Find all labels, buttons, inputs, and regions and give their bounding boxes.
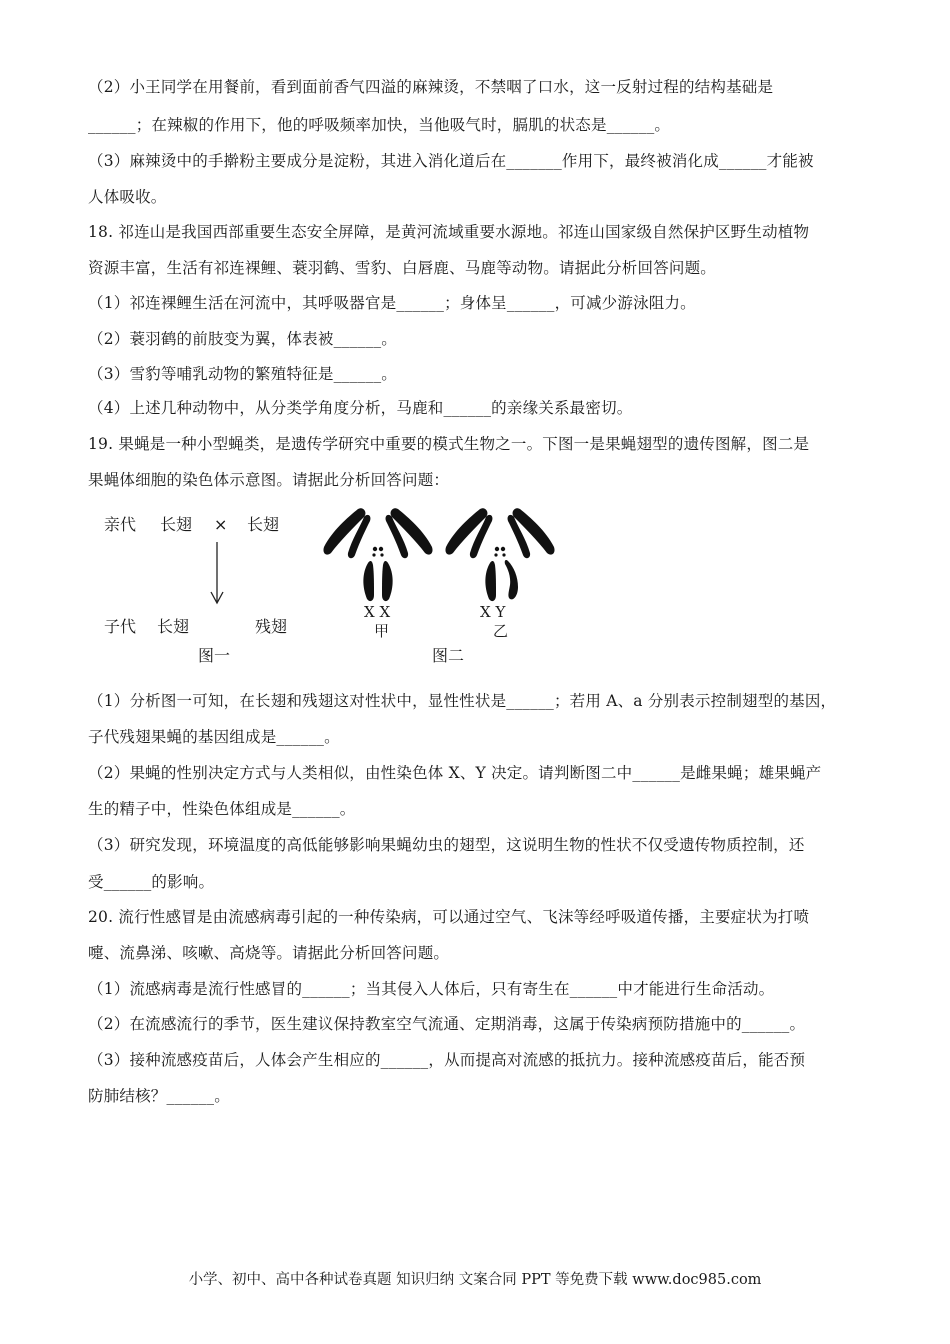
fig2-chromosomes-jia — [318, 503, 438, 603]
q20-stem-line2: 嚏、流鼻涕、咳嗽、高烧等。请据此分析回答问题。 — [88, 944, 450, 962]
q18-3: （3）雪豹等哺乳动物的繁殖特征是______。 — [88, 365, 397, 383]
fig1-down-arrow — [207, 540, 227, 606]
q19-3-line2: 受______的影响。 — [88, 873, 215, 891]
q17-2-line1: （2）小王同学在用餐前，看到面前香气四溢的麻辣烫，不禁咽了口水，这一反射过程的结构基础是 — [88, 78, 774, 96]
fig1-cross-symbol: × — [214, 515, 228, 534]
fig1-offspring-left: 长翅 — [157, 617, 190, 636]
q20-3-line1: （3）接种流感疫苗后，人体会产生相应的______，从而提高对流感的抵抗力。接种流感疫苗后，能否预 — [88, 1051, 806, 1069]
fig1-parent-label: 亲代 — [104, 515, 137, 534]
q19-2-line2: 生的精子中，性染色体组成是______。 — [88, 800, 356, 818]
page-footer: 小学、初中、高中各种试卷真题 知识归纳 文案合同 PPT 等免费下载 www.doc985.com — [188, 1272, 762, 1288]
q19-3-line1: （3）研究发现，环境温度的高低能够影响果蝇幼虫的翅型，这说明生物的性状不仅受遗传物质控制，还 — [88, 836, 805, 854]
q19-1-line2: 子代残翅果蝇的基因组成是______。 — [88, 728, 340, 746]
q17-3-line2: 人体吸收。 — [88, 188, 167, 206]
q19-stem-line1: 19. 果蝇是一种小型蝇类，是遗传学研究中重要的模式生物之一。下图一是果蝇翅型的遗传图解，图二是 — [88, 435, 810, 453]
q20-3-line2: 防肺结核？______。 — [88, 1087, 230, 1105]
q19-2-line1: （2）果蝇的性别决定方式与人类相似，由性染色体 X、Y 决定。请判断图二中______是雌果蝇；雄果蝇产 — [88, 764, 822, 782]
fig2-yi-sex-chromosomes: X Y — [480, 603, 506, 621]
fig1-offspring-label: 子代 — [104, 617, 137, 636]
q19-1-line1: （1）分析图一可知，在长翅和残翅这对性状中，显性性状是______；若用 A、a 分别表示控制翅型的基因， — [88, 692, 837, 710]
q20-2: （2）在流感流行的季节，医生建议保持教室空气流通、定期消毒，这属于传染病预防措施中的______。 — [88, 1015, 806, 1033]
fig2-caption: 图二 — [432, 646, 465, 665]
fig2-jia-label: 甲 — [374, 622, 390, 640]
fig1-caption: 图一 — [198, 646, 231, 665]
fig2-chromosomes-yi — [440, 503, 560, 603]
fig2-jia-sex-chromosomes: X X — [364, 603, 391, 621]
fig1-parent-right: 长翅 — [247, 515, 280, 534]
q18-4: （4）上述几种动物中，从分类学角度分析，马鹿和______的亲缘关系最密切。 — [88, 399, 633, 417]
q17-2-line2: ______；在辣椒的作用下，他的呼吸频率加快，当他吸气时，膈肌的状态是______。 — [88, 116, 671, 134]
fig1-offspring-right: 残翅 — [255, 617, 288, 636]
q19-stem-line2: 果蝇体细胞的染色体示意图。请据此分析回答问题： — [88, 471, 450, 489]
fig1-parent-left: 长翅 — [160, 515, 193, 534]
q18-stem-line1: 18. 祁连山是我国西部重要生态安全屏障，是黄河流域重要水源地。祁连山国家级自然保护区野生动植物 — [88, 223, 810, 241]
q20-1: （1）流感病毒是流行性感冒的______；当其侵入人体后，只有寄生在______中才能进行生命活动。 — [88, 980, 775, 998]
q18-stem-line2: 资源丰富，生活有祁连裸鲤、蓑羽鹤、雪豹、白唇鹿、马鹿等动物。请据此分析回答问题。 — [88, 259, 717, 277]
q17-3-line1: （3）麻辣烫中的手擀粉主要成分是淀粉，其进入消化道后在_______作用下，最终被消化成______才能被 — [88, 152, 814, 170]
fig2-yi-label: 乙 — [493, 622, 509, 640]
q18-1: （1）祁连裸鲤生活在河流中，其呼吸器官是______；身体呈______，可减少游泳阻力。 — [88, 294, 696, 312]
q18-2: （2）蓑羽鹤的前肢变为翼，体表被______。 — [88, 330, 397, 348]
q20-stem-line1: 20. 流行性感冒是由流感病毒引起的一种传染病，可以通过空气、飞沫等经呼吸道传播，主要症状为打喷 — [88, 908, 810, 926]
